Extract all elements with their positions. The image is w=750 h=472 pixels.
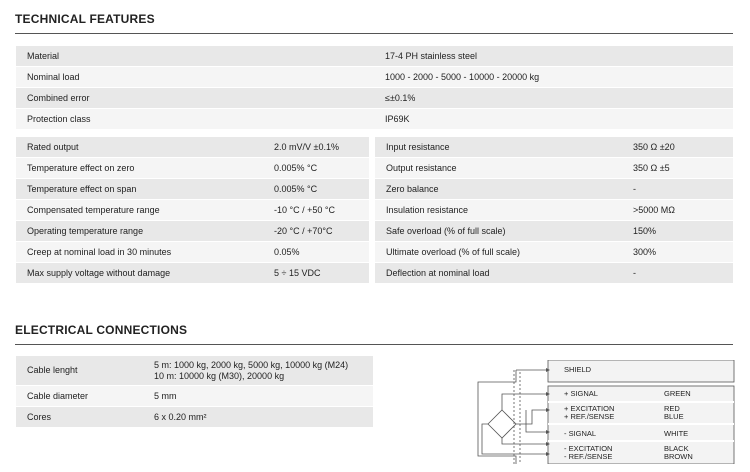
- spec-value-line: 5 m: 1000 kg, 2000 kg, 5000 kg, 10000 kg (M24): [154, 359, 349, 370]
- spec-value: IP69K: [374, 109, 733, 130]
- wire-signal-label: + SIGNAL: [564, 389, 598, 398]
- spec-value: 0.005% °C: [263, 158, 369, 179]
- table-row: [16, 179, 733, 200]
- spec-label: Zero balance: [375, 179, 622, 200]
- spec-label: Cable diameter: [16, 386, 143, 407]
- spec-value: 5 ÷ 15 VDC: [263, 263, 369, 284]
- spec-label: Protection class: [16, 109, 374, 130]
- spec-value: 2.0 mV/V ±0.1%: [263, 137, 369, 158]
- spec-value: 0.05%: [263, 242, 369, 263]
- spec-label: Insulation resistance: [375, 200, 622, 221]
- spec-value: 1000 - 2000 - 5000 - 10000 - 20000 kg: [374, 67, 733, 88]
- spec-value: 0.005% °C: [263, 179, 369, 200]
- spec-value: [143, 356, 373, 386]
- spec-value: -20 °C / +70°C: [263, 221, 369, 242]
- spec-label: Safe overload (% of full scale): [375, 221, 622, 242]
- table-row: [16, 46, 733, 67]
- spec-label: Combined error: [16, 88, 374, 109]
- spec-label: Material: [16, 46, 374, 67]
- spec-label: Input resistance: [375, 137, 622, 158]
- section-divider: [15, 33, 733, 34]
- general-specs-table: [16, 46, 733, 130]
- spec-label: Nominal load: [16, 67, 374, 88]
- spec-label: Compensated temperature range: [16, 200, 263, 221]
- spec-label: Temperature effect on span: [16, 179, 263, 200]
- spec-value: 6 x 0.20 mm²: [143, 407, 373, 428]
- performance-specs-table: [16, 137, 733, 284]
- table-row: [16, 109, 733, 130]
- spec-value: 350 Ω ±5: [622, 158, 733, 179]
- table-row: [16, 88, 733, 109]
- spec-label: Creep at nominal load in 30 minutes: [16, 242, 263, 263]
- spec-value-line: 10 m: 10000 kg (M30), 20000 kg: [154, 370, 285, 381]
- spec-value: 150%: [622, 221, 733, 242]
- wire-signal-label: - EXCITATION - REF./SENSE: [564, 444, 613, 461]
- spec-value: 350 Ω ±20: [622, 137, 733, 158]
- table-row: [16, 67, 733, 88]
- table-row: [16, 221, 733, 242]
- wire-color-label: WHITE: [664, 429, 689, 438]
- spec-label: Cable lenght: [16, 356, 143, 386]
- table-row: [16, 200, 733, 221]
- electrical-connections-title: ELECTRICAL CONNECTIONS: [15, 323, 188, 337]
- wiring-diagram: [466, 360, 736, 464]
- spec-value: >5000 MΩ: [622, 200, 733, 221]
- wire-color-label: RED BLUE: [664, 404, 684, 421]
- spec-value: 17-4 PH stainless steel: [374, 46, 733, 67]
- wire-signal-label: + EXCITATION + REF./SENSE: [564, 404, 615, 421]
- spec-label: Operating temperature range: [16, 221, 263, 242]
- spec-label: Temperature effect on zero: [16, 158, 263, 179]
- spec-value: 5 mm: [143, 386, 373, 407]
- electrical-table: [16, 356, 373, 428]
- table-row: [16, 386, 373, 407]
- table-row: [16, 137, 733, 158]
- spec-value: ≤±0.1%: [374, 88, 733, 109]
- wire-signal-label: SHIELD: [564, 365, 592, 374]
- technical-features-title: TECHNICAL FEATURES: [15, 12, 155, 26]
- spec-label: Output resistance: [375, 158, 622, 179]
- table-row: [16, 158, 733, 179]
- wire-color-label: GREEN: [664, 389, 691, 398]
- spec-label: Rated output: [16, 137, 263, 158]
- spec-label: Cores: [16, 407, 143, 428]
- spec-value: -10 °C / +50 °C: [263, 200, 369, 221]
- spec-label: Deflection at nominal load: [375, 263, 622, 284]
- table-row: [16, 242, 733, 263]
- wire-signal-label: - SIGNAL: [564, 429, 597, 438]
- spec-value: -: [622, 263, 733, 284]
- wire-color-label: BLACK BROWN: [664, 444, 693, 461]
- spec-label: Ultimate overload (% of full scale): [375, 242, 622, 263]
- spec-value: -: [622, 179, 733, 200]
- table-row: [16, 356, 373, 386]
- spec-value: 300%: [622, 242, 733, 263]
- table-row: [16, 407, 373, 428]
- section-divider: [15, 344, 733, 345]
- spec-label: Max supply voltage without damage: [16, 263, 263, 284]
- table-row: [16, 263, 733, 284]
